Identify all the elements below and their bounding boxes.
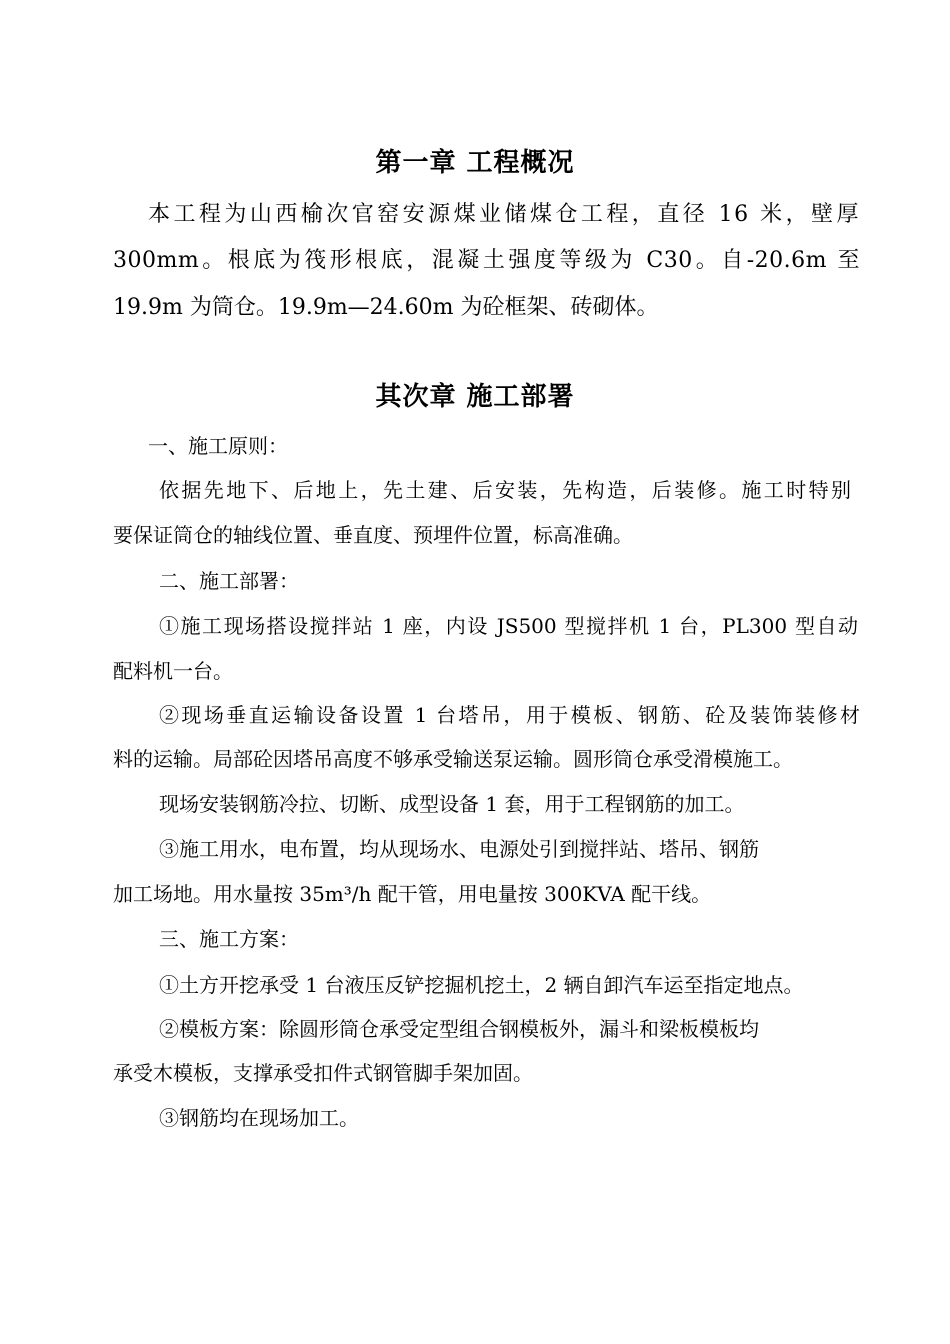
plan-item-2-line-1: ②模板方案：除圆形筒仓承受定型组合钢模板外，漏斗和梁板模板均 [159, 1017, 759, 1041]
principles-text-line-1: 依据先地下、后地上，先土建、后安装，先构造，后装修。施工时特别 [159, 478, 851, 502]
section-heading-deployment: 二、施工部署： [159, 569, 299, 593]
plan-item-2-line-2: 承受木模板，支撑承受扣件式钢管脚手架加固。 [113, 1061, 533, 1085]
chapter-1-paragraph-line-1: 本工程为山西榆次官窑安源煤业储煤仓工程，直径 16 米，壁厚 [148, 202, 860, 227]
chapter-1-paragraph-line-2: 300mm。根底为筏形根底，混凝土强度等级为 C30。自-20.6m 至 [113, 248, 860, 273]
deployment-item-2-line-2: 料的运输。局部砼因塔吊高度不够承受输送泵运输。圆形筒仓承受滑模施工。 [113, 747, 793, 771]
deployment-item-2-line-1: ②现场垂直运输设备设置 1 台塔吊，用于模板、钢筋、砼及装饰装修材 [159, 703, 860, 727]
deployment-item-3-line-1: ③施工用水，电布置，均从现场水、电源处引到搅拌站、塔吊、钢筋 [159, 837, 759, 861]
plan-item-1: ①土方开挖承受 1 台液压反铲挖掘机挖土，2 辆自卸汽车运至指定地点。 [159, 973, 804, 997]
plan-item-3: ③钢筋均在现场加工。 [159, 1106, 359, 1130]
chapter-2-title: 其次章 施工部署 [375, 382, 575, 412]
deployment-item-1-line-1: ①施工现场搭设搅拌站 1 座，内设 JS500 型搅拌机 1 台，PL300 型自动 [159, 614, 858, 638]
principles-text-line-2: 要保证筒仓的轴线位置、垂直度、预埋件位置，标高准确。 [113, 523, 633, 547]
chapter-1-paragraph-line-3: 19.9m 为筒仓。19.9m—24.60m 为砼框架、砖砌体。 [113, 295, 659, 320]
deployment-item-2-line-3: 现场安装钢筋冷拉、切断、成型设备 1 套，用于工程钢筋的加工。 [159, 792, 745, 816]
chapter-1-title: 第一章 工程概况 [375, 148, 575, 178]
deployment-item-3-line-2: 加工场地。用水量按 35m³/h 配干管，用电量按 300KVA 配干线。 [113, 882, 712, 906]
section-heading-plan: 三、施工方案： [159, 927, 299, 951]
section-heading-principles: 一、施工原则： [148, 434, 288, 458]
deployment-item-1-line-2: 配料机一台。 [113, 659, 233, 683]
